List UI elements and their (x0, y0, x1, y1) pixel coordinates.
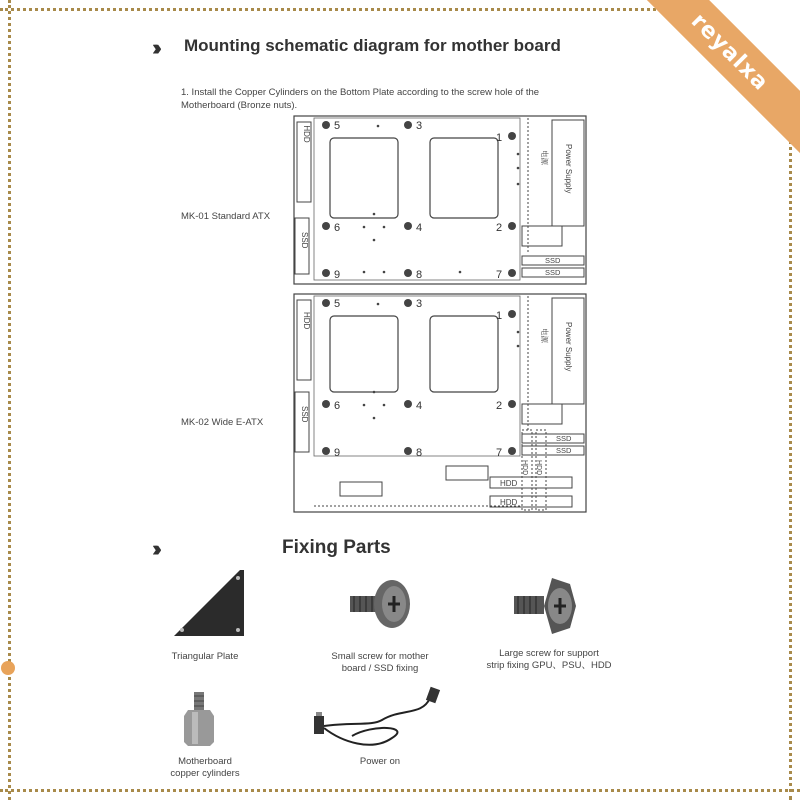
instruction-line-2: Motherboard (Bronze nuts). (181, 100, 298, 111)
ssd-slot-label: SSD (556, 434, 572, 443)
mount-hole (508, 400, 516, 408)
hole-number: 1 (496, 132, 503, 144)
hole-number: 6 (334, 400, 341, 412)
caption-large-screw-2: strip fixing GPU、PSU、HDD (486, 660, 612, 671)
power-cn-label: 电源 (540, 328, 549, 343)
hole-number: 2 (496, 400, 503, 412)
page-title: Mounting schematic diagram for mother board (184, 36, 561, 55)
mount-hole (508, 222, 516, 230)
ssd-slot-label: SSD (556, 446, 572, 455)
dotted-border-bottom (0, 789, 800, 792)
small-screw-icon (344, 578, 414, 634)
hole-number: 6 (334, 222, 341, 234)
hole-number: 9 (334, 447, 341, 459)
ssd-slot-label: SSD (545, 268, 561, 277)
instruction-line-1: 1. Install the Copper Cylinders on the Bottom Plate according to the screw hole of the (181, 87, 540, 98)
hole-number: 5 (334, 298, 341, 310)
mount-hole (508, 132, 516, 140)
diagram-mk02-wide-eatx (290, 292, 590, 514)
caption-copper-cylinder-2: copper cylinders (170, 768, 240, 779)
mount-hole (322, 299, 330, 307)
ssd-label: SSD (300, 232, 309, 249)
caption-power-on: Power on (359, 756, 401, 767)
caption-small-screw-2: board / SSD fixing (341, 663, 419, 674)
dotted-border-top (0, 8, 680, 11)
mount-hole (404, 299, 412, 307)
mount-hole (404, 222, 412, 230)
mount-hole (404, 447, 412, 455)
dotted-border-left (8, 0, 11, 800)
mount-hole (322, 121, 330, 129)
mount-hole (322, 400, 330, 408)
hdd-slot-label: HDD (500, 498, 518, 507)
copper-cylinder-icon (180, 692, 228, 748)
chevron-right-icon: ››› (152, 35, 156, 60)
hole-number: 1 (496, 310, 503, 322)
mount-hole (404, 269, 412, 277)
diagram1-label: MK-01 Standard ATX (181, 211, 271, 222)
watermark-ribbon (615, 0, 800, 167)
hole-number: 8 (416, 269, 423, 281)
diagram-mk01-standard-atx (290, 114, 590, 286)
large-screw-icon (508, 574, 580, 638)
caption-copper-cylinder-1: Motherboard (178, 756, 232, 767)
ssd-label: SSD (300, 406, 309, 423)
caption-large-screw-1: Large screw for support (499, 648, 599, 659)
hole-number: 2 (496, 222, 503, 234)
mount-hole (508, 447, 516, 455)
power-supply-label: Power Supply (564, 322, 573, 372)
watermark-text: reyalxa (686, 8, 774, 96)
hole-number: 7 (496, 447, 503, 459)
diagram2-label: MK-02 Wide E-ATX (181, 417, 264, 428)
hole-number: 3 (416, 298, 423, 310)
mount-hole (404, 400, 412, 408)
hdd-vertical-label: HDD (521, 460, 528, 476)
section-title-fixing-parts: Fixing Parts (282, 537, 391, 558)
hole-number: 4 (416, 400, 423, 412)
mount-hole (322, 222, 330, 230)
mount-hole (508, 269, 516, 277)
hdd-label: HDD (302, 312, 311, 330)
power-cn-label: 电源 (540, 150, 549, 165)
hdd-slot-label: HDD (500, 479, 518, 488)
hole-number: 9 (334, 269, 341, 281)
triangular-plate-icon (170, 568, 248, 640)
power-on-cable-icon (312, 686, 452, 752)
mount-hole (322, 269, 330, 277)
dotted-border-right (789, 110, 792, 800)
chevron-right-icon: ››› (152, 536, 156, 561)
corner-dot-left (1, 661, 15, 675)
ssd-slot-label: SSD (545, 256, 561, 265)
hdd-label: HDD (302, 125, 311, 143)
hole-number: 4 (416, 222, 423, 234)
power-supply-label: Power Supply (564, 144, 573, 194)
mount-hole (508, 310, 516, 318)
hdd-vertical-label: HDD (535, 460, 542, 476)
hole-number: 3 (416, 120, 423, 132)
hole-number: 7 (496, 269, 503, 281)
hole-number: 8 (416, 447, 423, 459)
caption-triangular-plate: Triangular Plate (171, 651, 239, 662)
mount-hole (322, 447, 330, 455)
mount-hole (404, 121, 412, 129)
caption-small-screw-1: Small screw for mother (331, 651, 429, 662)
hole-number: 5 (334, 120, 341, 132)
